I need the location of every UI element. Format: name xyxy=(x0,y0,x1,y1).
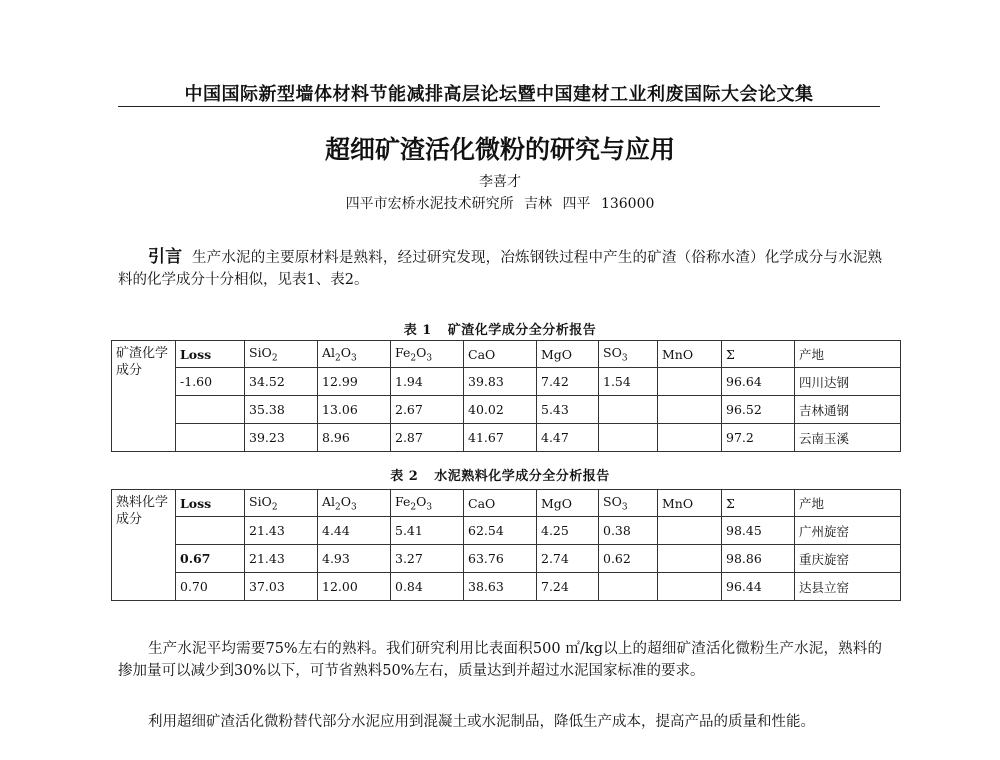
table1-caption-text: 矿渣化学成分全分析报告 xyxy=(447,323,597,338)
table-cell: 5.41 xyxy=(391,517,464,545)
table-cell: 98.45 xyxy=(722,517,795,545)
column-header: $SO_3$ xyxy=(599,490,658,517)
table-cell xyxy=(599,424,658,452)
column-header: 产地 xyxy=(795,341,901,368)
table-cell: 40.02 xyxy=(464,396,537,424)
row-label: 熟料化学成分 xyxy=(112,490,176,601)
table-cell: 62.54 xyxy=(464,517,537,545)
author: 李喜才 xyxy=(479,174,521,190)
column-header: $Fe_2O_3$ xyxy=(391,341,464,368)
table-cell: 12.00 xyxy=(318,573,391,601)
table-cell: 0.62 xyxy=(599,545,658,573)
table2-caption-num: 表 2 xyxy=(390,469,419,484)
table-cell: 35.38 xyxy=(245,396,318,424)
table-cell: -1.60 xyxy=(176,368,245,396)
header-rule xyxy=(118,106,880,107)
table2 xyxy=(111,489,901,601)
table-cell xyxy=(658,396,722,424)
table-cell xyxy=(658,545,722,573)
table-cell: 34.52 xyxy=(245,368,318,396)
column-header: CaO xyxy=(464,341,537,368)
column-header: MnO xyxy=(658,490,722,517)
table-cell xyxy=(599,396,658,424)
table-cell: 0.70 xyxy=(176,573,245,601)
table-cell: 四川达钢 xyxy=(795,368,901,396)
table-cell: 98.86 xyxy=(722,545,795,573)
table-cell xyxy=(599,573,658,601)
body-paragraph-1: 生产水泥平均需要75%左右的熟料。我们研究利用比表面积500 ㎡/kg以上的超细矿渣活化微粉生产水泥，熟料的掺加量可以减少到30%以下，可节省熟料50%左右，质量达到并超过水泥国家标准的要求。 xyxy=(118,641,882,679)
table-cell: 21.43 xyxy=(245,517,318,545)
intro-lead: 引言 xyxy=(148,247,183,267)
table-row xyxy=(112,545,901,573)
table-cell: 38.63 xyxy=(464,573,537,601)
table-cell xyxy=(658,424,722,452)
table2-caption xyxy=(0,465,1000,484)
table-cell: 0.38 xyxy=(599,517,658,545)
table-cell: 3.27 xyxy=(391,545,464,573)
table-cell: 13.06 xyxy=(318,396,391,424)
table1-caption-num: 表 1 xyxy=(403,323,432,338)
table-cell xyxy=(658,517,722,545)
table-cell: 2.74 xyxy=(537,545,599,573)
table-cell: 97.2 xyxy=(722,424,795,452)
table-cell: 5.43 xyxy=(537,396,599,424)
table-cell: 广州旋窑 xyxy=(795,517,901,545)
column-header: SiO$_2$ xyxy=(245,490,318,517)
table-cell: 7.42 xyxy=(537,368,599,396)
table-row xyxy=(112,368,901,396)
intro-text: 生产水泥的主要原材料是熟料，经过研究发现，冶炼钢铁过程中产生的矿渣（俗称水渣）化学成分与水泥熟料的化学成分十分相似，见表1、表2。 xyxy=(118,250,883,288)
table2-caption-text: 水泥熟料化学成分全分析报告 xyxy=(434,469,610,484)
table-cell: 0.84 xyxy=(391,573,464,601)
column-header: MgO xyxy=(537,490,599,517)
column-header: Loss xyxy=(176,341,245,368)
column-header: Σ xyxy=(722,490,795,517)
table-cell: 96.52 xyxy=(722,396,795,424)
column-header: 产地 xyxy=(795,490,901,517)
affiliation: 四平市宏桥水泥技术研究所 吉林 四平 136000 xyxy=(345,196,655,212)
table-cell xyxy=(176,424,245,452)
table-cell: 4.25 xyxy=(537,517,599,545)
table-cell: 63.76 xyxy=(464,545,537,573)
table-cell: 2.67 xyxy=(391,396,464,424)
table-cell xyxy=(658,368,722,396)
table-cell: 4.47 xyxy=(537,424,599,452)
paper-title: 超细矿渣活化微粉的研究与应用 xyxy=(324,135,675,164)
table-cell: 2.87 xyxy=(391,424,464,452)
table-cell: 39.83 xyxy=(464,368,537,396)
table-row xyxy=(112,424,901,452)
table-row xyxy=(112,573,901,601)
column-header: MgO xyxy=(537,341,599,368)
table-cell: 12.99 xyxy=(318,368,391,396)
table-cell: 96.64 xyxy=(722,368,795,396)
table-cell: 4.44 xyxy=(318,517,391,545)
table-cell: 达县立窑 xyxy=(795,573,901,601)
table-row xyxy=(112,396,901,424)
table-cell xyxy=(176,396,245,424)
column-header: $SO_3$ xyxy=(599,341,658,368)
column-header: MnO xyxy=(658,341,722,368)
table-cell: 0.67 xyxy=(176,545,245,573)
table-cell xyxy=(176,517,245,545)
body-paragraph-2: 利用超细矿渣活化微粉替代部分水泥应用到混凝土或水泥制品，降低生产成本，提高产品的质量和性能。 xyxy=(148,714,815,730)
table-cell xyxy=(658,573,722,601)
table-cell: 重庆旋窑 xyxy=(795,545,901,573)
column-header: $Fe_2O_3$ xyxy=(391,490,464,517)
table-cell: 96.44 xyxy=(722,573,795,601)
column-header: SiO$_2$ xyxy=(245,341,318,368)
table-cell: 37.03 xyxy=(245,573,318,601)
column-header: Σ xyxy=(722,341,795,368)
table-cell: 云南玉溪 xyxy=(795,424,901,452)
row-label: 矿渣化学成分 xyxy=(112,341,176,452)
table-row xyxy=(112,517,901,545)
intro-paragraph xyxy=(118,246,882,291)
table1-caption xyxy=(0,319,1000,338)
column-header: Loss xyxy=(176,490,245,517)
column-header: CaO xyxy=(464,490,537,517)
table-cell: 8.96 xyxy=(318,424,391,452)
column-header: $Al_2O_3$ xyxy=(318,490,391,517)
column-header: $Al_2O_3$ xyxy=(318,341,391,368)
table-cell: 41.67 xyxy=(464,424,537,452)
table-cell: 吉林通钢 xyxy=(795,396,901,424)
table-cell: 1.54 xyxy=(599,368,658,396)
table-cell: 39.23 xyxy=(245,424,318,452)
table-cell: 1.94 xyxy=(391,368,464,396)
table-cell: 21.43 xyxy=(245,545,318,573)
table-cell: 4.93 xyxy=(318,545,391,573)
table1 xyxy=(111,340,901,452)
table-cell: 7.24 xyxy=(537,573,599,601)
running-header: 中国国际新型墙体材料节能减排高层论坛暨中国建材工业利废国际大会论文集 xyxy=(184,84,814,105)
